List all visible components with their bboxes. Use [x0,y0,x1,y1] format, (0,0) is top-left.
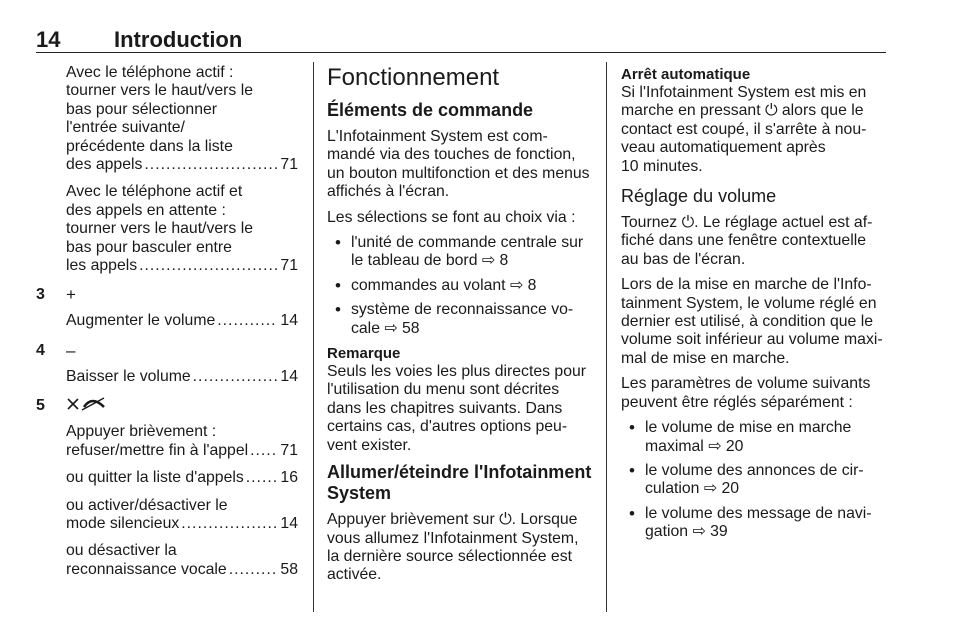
page-ref[interactable] [708,438,743,455]
column-1 [36,64,298,588]
toc-entry [66,368,298,386]
leader-dots [246,469,279,487]
toc-entry [66,64,298,174]
arrow-ref-icon: ⇨ [708,437,722,455]
toc-entry [66,312,298,330]
arrow-ref-icon: ⇨ [481,252,496,270]
paragraph: Les sélections se font au choix via : [327,208,576,226]
paragraph: Appuyer brièvement sur ⏻. Lorsque vous allumez l'Infotainment System, la dernière source sélectionnée est activée. [327,511,579,584]
key-3-row [36,284,298,306]
paragraph: Les paramètres de volume suivants peuvent être réglés séparément : [621,375,871,411]
minus-icon: – [66,340,76,360]
key-4-row [36,340,298,362]
page-ref[interactable] [482,252,508,269]
arrow-ref-icon: ⇨ [692,523,706,541]
paragraph: Lors de la mise en marche de l'Info- tainment System, le volume réglé en dernier est utilisé, à condition que le volume soit inférieur au volume maxi- mal de mise en marche. [621,276,883,367]
page-ref[interactable]: 16 [280,469,298,487]
leader-dots [250,442,278,460]
key-number: 4 [36,341,45,359]
plus-icon: + [66,285,76,305]
leader-dots [217,312,278,330]
header-rule [36,52,886,53]
toc-entry [66,469,298,487]
toc-entry [66,423,298,460]
column-2 [327,64,593,592]
arrow-ref-icon: ⇨ [509,276,524,294]
list-item [621,419,887,456]
list-item [327,277,593,295]
entry-text: ou activer/désactiver le [66,496,228,514]
key-number: 3 [36,286,45,304]
remark-title: Remarque [327,345,401,363]
page-ref[interactable]: 14 [280,514,298,532]
entry-label: mode silencieux [66,514,180,532]
list-item-text: l'unité de commande centrale sur le tableau de bord [351,234,584,270]
page-ref[interactable] [384,320,419,337]
page-ref[interactable] [510,277,536,294]
list-item [327,301,593,338]
arrow-ref-icon: ⇨ [703,480,718,498]
list-item-text: commandes au volant [351,276,506,294]
leader-dots [139,257,278,275]
key-number: 5 [36,397,45,415]
arrow-ref-icon: ⇨ [384,319,398,337]
list-item [621,462,887,499]
toc-line [66,312,298,330]
list-item [327,234,593,271]
subsection-title: Réglage du volume [621,186,777,207]
section-title: Fonctionnement [327,64,500,91]
ref-page: 20 [721,480,740,498]
bullet-list [327,234,593,338]
ref-page: 39 [710,523,728,541]
entry-label: des appels [66,156,143,174]
entry-text: Appuyer brièvement : [66,423,217,441]
page-ref[interactable]: 71 [280,257,298,275]
list-item [621,505,887,542]
entry-label: Baisser le volume [66,367,191,385]
entry-text: Avec le téléphone actif : tourner vers le haut/vers le bas pour sélectionner l'entrée suivante/ précédente dans la liste [66,64,254,155]
paragraph: Tournez ⏻. Le réglage actuel est af- fiché dans une fenêtre contextuelle au bas de l'écran. [621,214,873,268]
entry-text: ou désactiver la [66,542,177,560]
toc-entry [66,497,298,534]
column-divider-1 [313,62,314,612]
list-item-text: système de reconnaissance vo- cale [351,301,574,337]
subsection-title: Allumer/éteindre l'Infotainment System [327,462,592,504]
entry-label: refuser/mettre fin à l'appel [66,441,249,459]
toc-line [66,561,298,579]
subsection-title: Arrêt automatique [621,66,751,83]
page-ref[interactable]: 14 [280,312,298,330]
bullet-list [621,419,887,541]
entry-label: reconnaissance vocale [66,560,227,578]
subsection-title: Éléments de commande [327,100,534,120]
toc-line [66,442,298,460]
paragraph: L'Infotainment System est com- mandé via des touches de fonction, un bouton multifonction et des menus affichés à l'écran. [327,128,590,201]
page-number: 14 [36,27,61,52]
entry-text: Avec le téléphone actif et des appels en attente : tourner vers le haut/vers le bas pour basculer entre [66,183,254,256]
list-item-text: le volume des annonces de cir- culation [645,461,864,498]
entry-label: les appels [66,257,138,275]
toc-entry [66,542,298,579]
paragraph: Si l'Infotainment System est mis en marche en pressant ⏻ alors que le contact est coupé, il s'arrête à nou- veau automatiquement après 10 minutes. [621,84,867,175]
ref-page: 8 [527,276,537,294]
toc-line [66,368,298,386]
page-header [36,27,886,51]
list-item-text: le volume des message de navi- gation [645,504,872,541]
chapter-title: Introduction [114,27,243,52]
page-ref[interactable]: 71 [280,156,298,174]
ref-page: 58 [402,319,420,337]
ref-page: 8 [499,252,509,270]
leader-dots [229,561,279,579]
toc-line [66,469,298,487]
mute-phone-icon-svg [66,396,112,412]
entry-label: Augmenter le volume [66,312,216,330]
remark-text: Seuls les voies les plus directes pour l'utilisation du menu sont décrites dans les chapitres suivants. Dans certains cas, d'autres options peu- vent exister. [327,363,587,454]
toc-line [66,257,298,275]
page-ref[interactable] [692,523,727,540]
leader-dots [144,156,278,174]
leader-dots [193,368,279,386]
entry-label: ou quitter la liste d'appels [66,469,244,487]
page-ref[interactable]: 14 [280,367,298,385]
key-5-row [36,395,298,417]
toc-line [66,156,298,174]
toc-entry [66,183,298,275]
page-ref[interactable]: 71 [280,441,298,459]
list-item-text: le volume de mise en marche maximal [645,419,852,455]
page-ref[interactable]: 58 [280,560,298,578]
ref-page: 20 [725,437,744,455]
toc-line [66,515,298,533]
leader-dots [181,515,278,533]
column-3 [621,66,887,549]
mute-phone-icon [66,396,112,416]
page-ref[interactable] [704,480,739,497]
column-divider-2 [606,62,607,612]
